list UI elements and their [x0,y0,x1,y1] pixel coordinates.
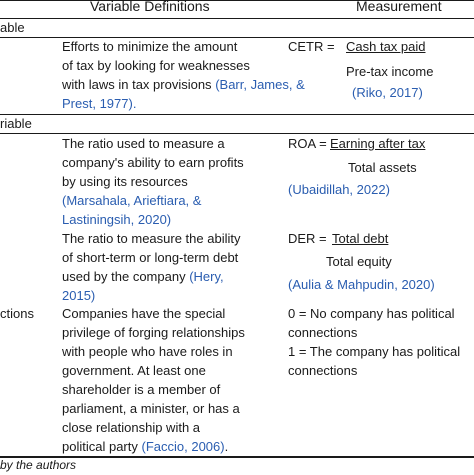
roa-measure-prefix: ROA = [288,136,327,151]
roa-measure-denominator: Total assets [348,160,417,175]
tax-measure-numerator: Cash tax paid [346,39,426,54]
tax-measure-denominator: Pre-tax income [346,64,434,79]
der-measure-prefix: DER = [288,231,327,246]
political-definition: Companies have the special privilege of forging relationships with people who have roles in government. At least one shareholder is a member of parliament, a minister, or has a close relationship with a political party (Faccio, 2006). [62,306,245,454]
tax-citation: (Barr, James, & [215,77,305,92]
section-independent-label: riable [0,116,32,131]
source-note: by the authors [0,458,77,472]
roa-measure-citation: (Ubaidillah, 2022) [288,182,390,197]
section-dependent-label: able [0,20,25,35]
section-independent-top-rule [0,114,474,115]
tax-definition: Efforts to minimize the amount of tax by looking for weaknesses with laws in tax provisions (Barr, James, & Prest, 1977). [62,39,305,111]
der-citation: (Hery, [189,269,224,284]
political-variable-label: ctions [0,306,34,321]
der-measure-citation: (Aulia & Mahpudin, 2020) [288,277,435,292]
tax-measure-prefix: CETR = [288,39,335,54]
roa-citation: (Marsahala, Arieftiara, & [62,193,202,208]
political-citation: (Faccio, 2006) [141,439,225,454]
tax-measure-citation: (Riko, 2017) [352,85,423,100]
header-definitions: Variable Definitions [90,0,210,14]
der-definition: The ratio to measure the ability of short-term or long-term debt used by the company (Hery, 2015) [62,231,241,303]
political-measurement: 0 = No company has political connections 1 = The company has political connections [288,306,461,378]
header-rule [0,18,474,19]
der-measure-denominator: Total equity [326,254,392,269]
roa-definition: The ratio used to measure a company's ability to earn profits by using its resources (Marsahala, Arieftiara, & Lastiningsih, 2020) [62,136,244,227]
header-measurement: Measurement [356,0,442,14]
roa-measure-numerator: Earning after tax [330,136,426,151]
der-measure-numerator: Total debt [332,231,389,246]
